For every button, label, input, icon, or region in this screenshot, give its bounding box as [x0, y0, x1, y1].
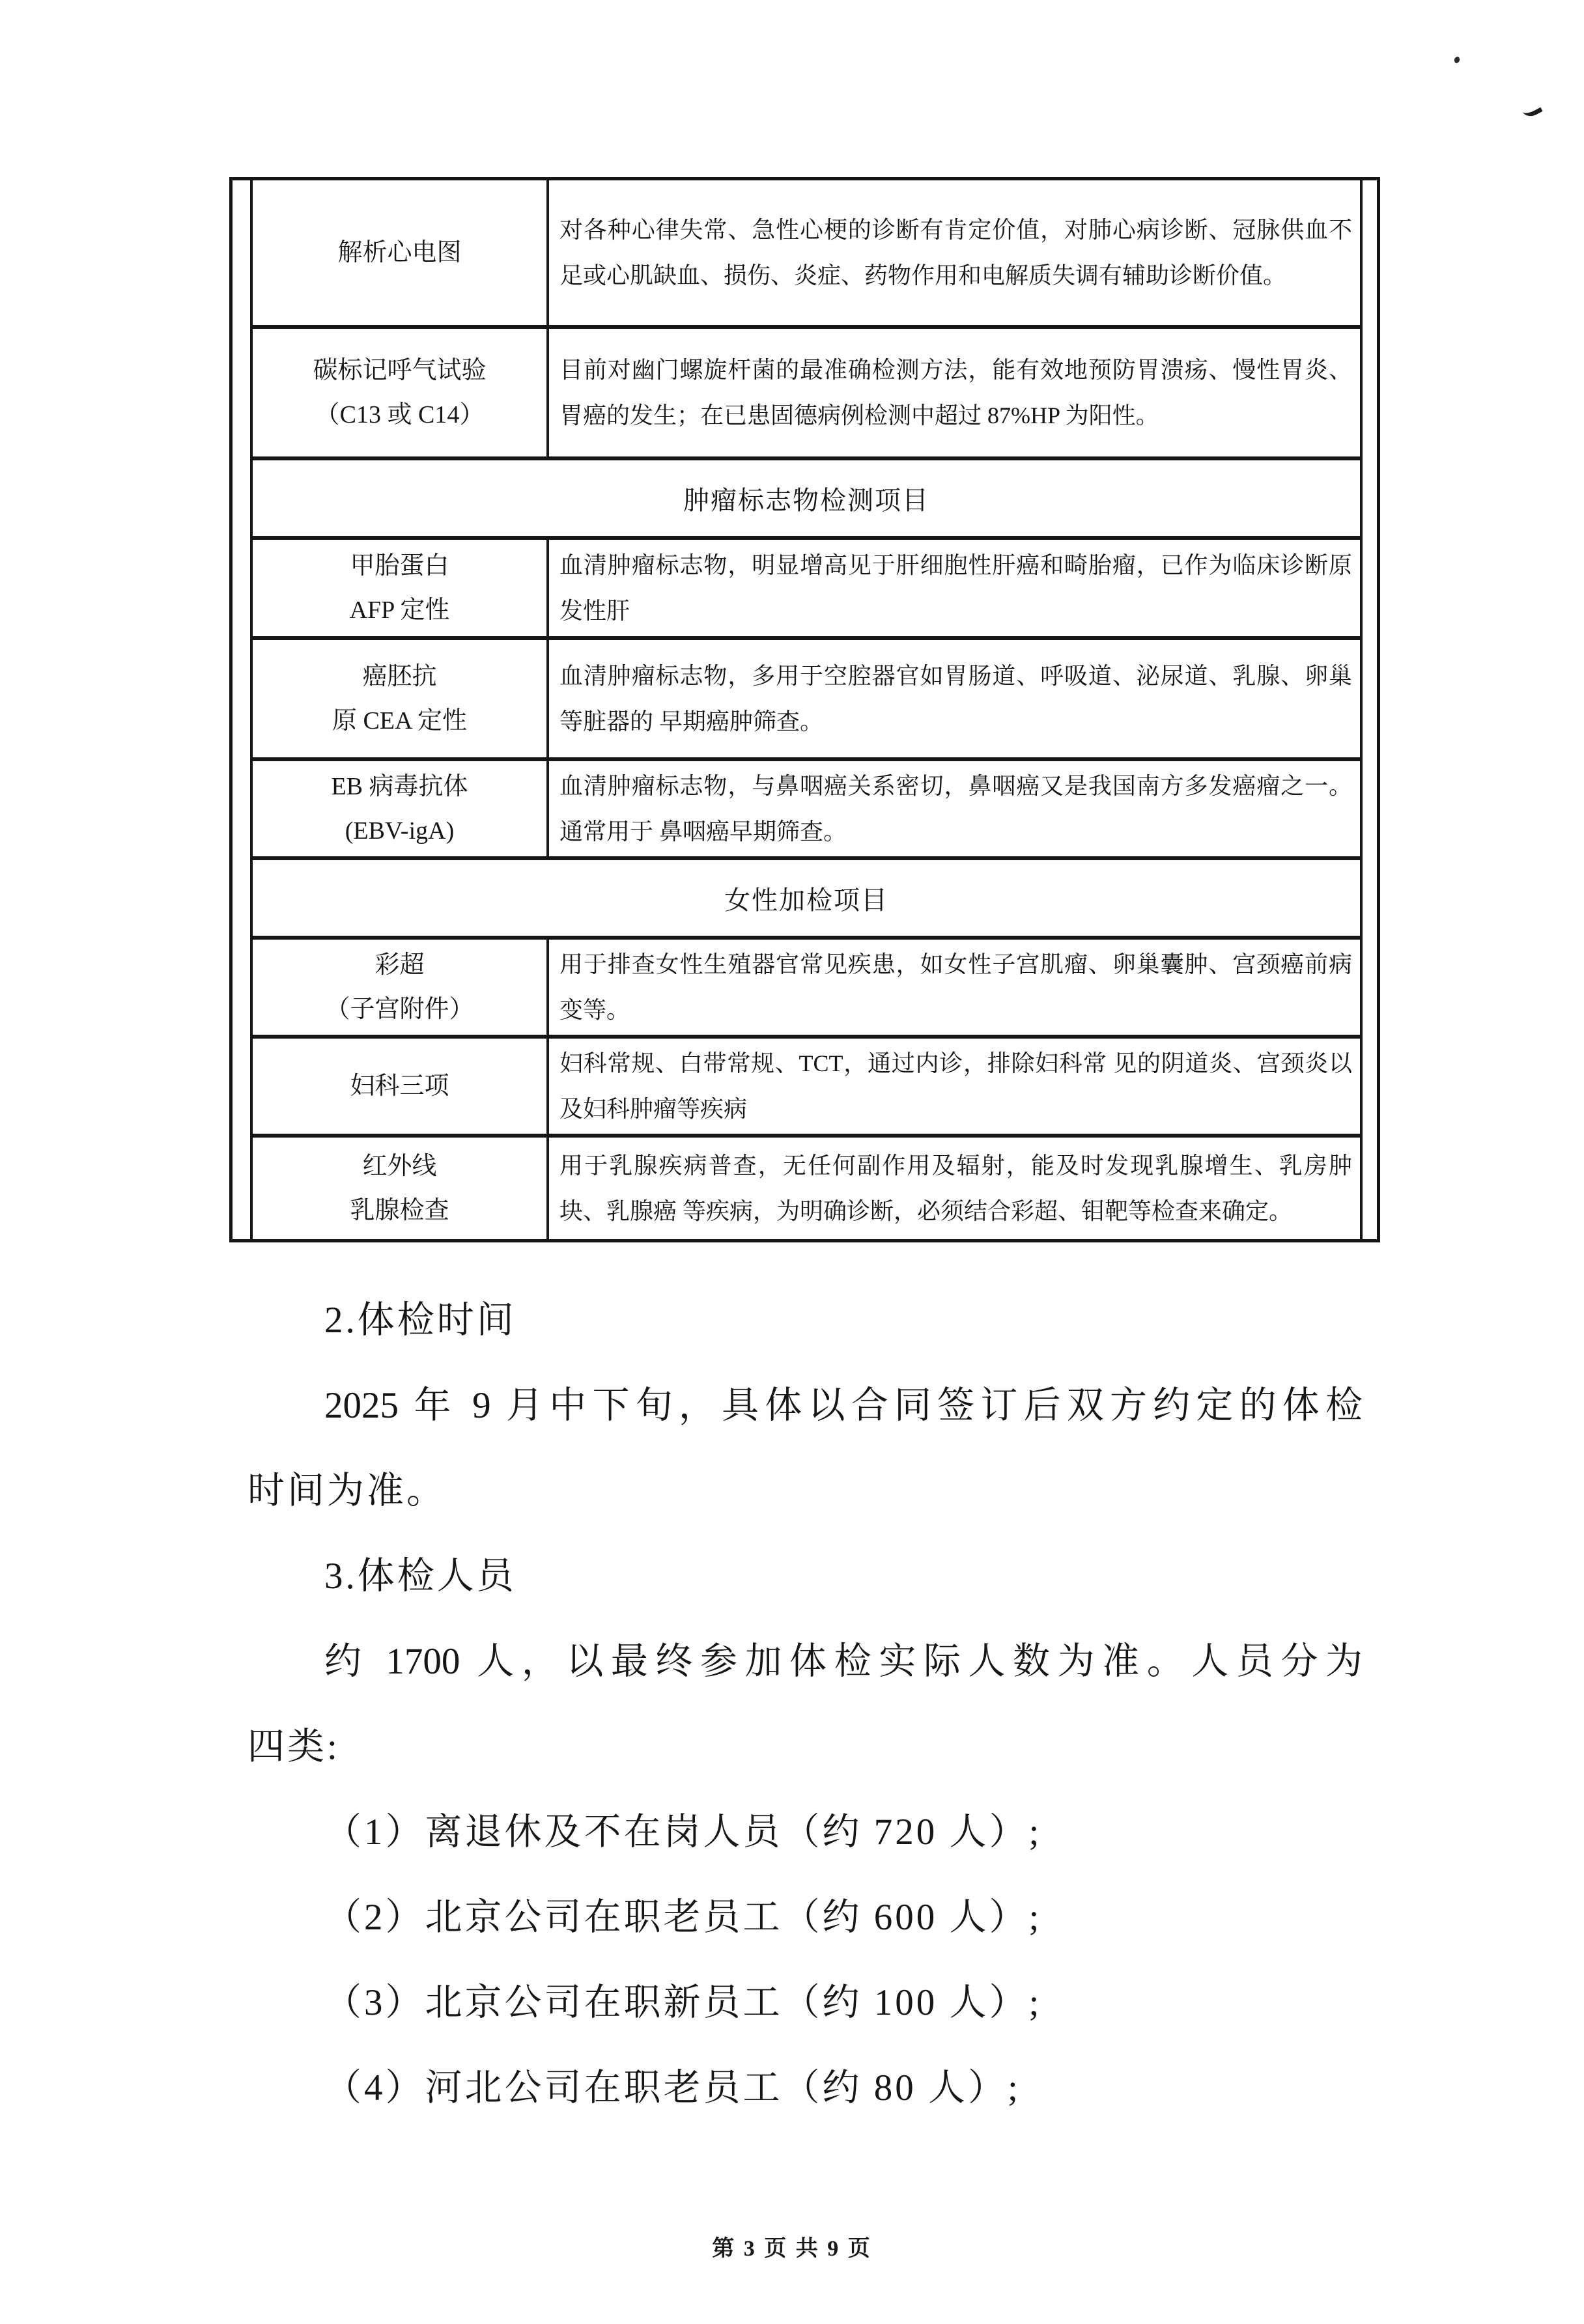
item-name-line1: 癌胚抗: [362, 663, 437, 690]
exam-items-table-inner: [250, 180, 1363, 1239]
item-name-line2: (EBV-igA): [345, 817, 455, 845]
item-name-line1: 红外线: [362, 1153, 437, 1180]
item-description: 血清肿瘤标志物，多用于空腔器官如胃肠道、呼吸道、泌尿道、乳腺、卵巢等脏器的 早期癌肿筛查。: [559, 663, 1352, 735]
item-name-cell: [253, 640, 549, 757]
table-row-afp: [253, 540, 1360, 640]
item-name-line1: 碳标记呼气试验: [313, 357, 487, 384]
exam-time-detail-line1: 2025 年 9 月中下旬，具体以合同签订后双方约定的体检: [324, 1385, 1363, 1426]
item-name-cell: [253, 761, 549, 856]
table-row-gynecology: [253, 1039, 1360, 1138]
item-name-line1: 甲胎蛋白: [350, 552, 449, 580]
item-description: 用于乳腺疾病普查，无任何副作用及辐射，能及时发现乳腺增生、乳房肿块、乳腺癌 等疾病，为明确诊断，必须结合彩超、钼靶等检查来确定。: [559, 1153, 1352, 1224]
item-name-line1: EB 病毒抗体: [331, 773, 468, 800]
personnel-category-2: （2）北京公司在职老员工（约 600 人）;: [324, 1897, 1042, 1938]
item-name-line2: （子宫附件）: [325, 996, 474, 1023]
item-description: 目前对幽门螺旋杆菌的最准确检测方法，能有效地预防胃溃疡、慢性胃炎、胃癌的发生；在已患固德病例检测中超过 87%HP 为阳性。: [559, 357, 1352, 428]
scan-tick-mark: [1518, 96, 1542, 120]
table-section-tumor-markers: [253, 460, 1360, 540]
table-row-breath-test: [253, 329, 1360, 460]
table-row-color-ultrasound: [253, 940, 1360, 1039]
heading-exam-personnel: 3.体检人员: [324, 1556, 516, 1597]
item-name-cell: [253, 940, 549, 1035]
item-name-cell: [253, 180, 549, 325]
personnel-category-3: （3）北京公司在职新员工（约 100 人）;: [324, 1982, 1042, 2023]
page-number-indicator: 第 3 页 共 9 页: [712, 2237, 872, 2261]
item-description: 用于排查女性生殖器官常见疾患，如女性子宫肌瘤、卵巢囊肿、宫颈癌前病变等。: [559, 951, 1352, 1023]
table-row-ebv: [253, 761, 1360, 860]
item-description: 对各种心律失常、急性心梗的诊断有肯定价值，对肺心病诊断、冠脉供血不足或心肌缺血、损伤、炎症、药物作用和电解质失调有辅助诊断价值。: [559, 217, 1352, 288]
personnel-category-4: （4）河北公司在职老员工（约 80 人）;: [324, 2067, 1021, 2108]
personnel-category-1: （1）离退休及不在岗人员（约 720 人）;: [324, 1812, 1042, 1853]
table-row-infrared-breast: [253, 1138, 1360, 1239]
item-description: 妇科常规、白带常规、TCT，通过内诊，排除妇科常 见的阴道炎、宫颈炎以及妇科肿瘤等疾病: [559, 1050, 1352, 1122]
item-name-line2: 乳腺检查: [350, 1197, 449, 1224]
exam-items-table: [229, 177, 1380, 1242]
item-name: 妇科三项: [350, 1072, 449, 1100]
personnel-count-line2: 四类:: [248, 1726, 340, 1767]
item-name-line2: AFP 定性: [349, 596, 450, 624]
item-name: 解析心电图: [337, 239, 462, 266]
item-name-cell: [253, 329, 549, 456]
personnel-count-line1: 约 1700 人，以最终参加体检实际人数为准。人员分为: [324, 1641, 1363, 1682]
body-text-block: [248, 1278, 1363, 2131]
item-description: 血清肿瘤标志物，明显增高见于肝细胞性肝癌和畸胎瘤，已作为临床诊断原发性肝: [559, 552, 1352, 624]
item-name-cell: [253, 540, 549, 636]
item-description: 血清肿瘤标志物，与鼻咽癌关系密切，鼻咽癌又是我国南方多发癌瘤之一。通常用于 鼻咽癌早期筛查。: [559, 773, 1352, 845]
section-title: 肿瘤标志物检测项目: [683, 485, 929, 515]
scan-speck-top: [1454, 56, 1461, 64]
table-row-ecg: [253, 180, 1360, 329]
item-name-cell: [253, 1039, 549, 1134]
item-name-line2: 原 CEA 定性: [332, 707, 467, 735]
section-title: 女性加检项目: [724, 885, 888, 915]
item-name-line1: 彩超: [375, 951, 425, 979]
exam-time-detail-line2: 时间为准。: [248, 1470, 446, 1511]
heading-exam-time: 2.体检时间: [324, 1300, 516, 1341]
table-section-female-addons: [253, 860, 1360, 940]
item-name-line2: （C13 或 C14）: [315, 401, 485, 428]
item-name-cell: [253, 1138, 549, 1239]
table-row-cea: [253, 640, 1360, 761]
